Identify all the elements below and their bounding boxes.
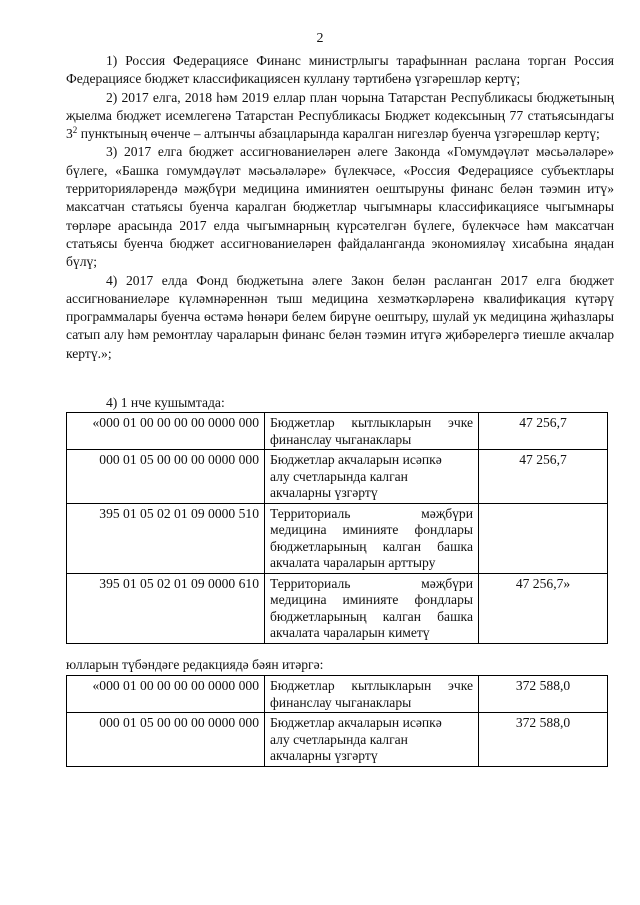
budget-code-cell: «000 01 00 00 00 00 0000 000 xyxy=(67,676,265,713)
section-label: 4) 1 нче кушымтада: xyxy=(106,395,225,410)
paragraph-2-text: 2) 2017 елга, 2018 һәм 2019 еллар план чорына Татарстан Республикасы бюджетының җыелма бюджет исемлегенә Татарстан Республикасы Бюджет кодексының 77 статьясындагы 3 xyxy=(66,89,614,142)
budget-table-original xyxy=(66,412,608,644)
description-line: Территориаль мәҗбүри xyxy=(270,575,473,591)
replacement-label: юлларын түбәндәге редакциядә бәян итәргә: xyxy=(66,657,324,672)
description-cell xyxy=(265,676,479,713)
document-body xyxy=(66,52,614,363)
description-line: финанслау чыганаклары xyxy=(270,431,412,447)
description-cell xyxy=(265,450,479,504)
page-number: 2 xyxy=(316,31,324,46)
amount-cell: 372 588,0 xyxy=(479,713,608,767)
description-line: акчаларны үзгәртү xyxy=(270,485,378,500)
description-line: Бюджетлар акчаларын исәпкә xyxy=(270,715,442,730)
budget-table-replacement xyxy=(66,675,608,767)
amount-cell: 372 588,0 xyxy=(479,676,608,713)
description-line: бюджетларының калган башка xyxy=(270,608,473,624)
description-line: акчаларны үзгәртү xyxy=(270,748,378,763)
description-line: Бюджетлар кытлыкларын эчке xyxy=(270,678,473,693)
description-line: алу счетларында калган xyxy=(270,731,408,747)
table-row xyxy=(67,713,608,767)
budget-code-cell: «000 01 00 00 00 00 0000 000 xyxy=(67,413,265,450)
description-line: Бюджетлар кытлыкларын эчке xyxy=(270,415,473,430)
table-row xyxy=(67,503,608,573)
description-line: медицина иминияте фондлары xyxy=(270,592,473,607)
table-row xyxy=(67,413,608,450)
amount-cell xyxy=(479,503,608,573)
paragraph-4: 4) 2017 елда Фонд бюджетына әлеге Закон белән расланган 2017 елга бюджет ассигнованиеләре күләмнәреннән тыш медицина хезмәткәрләренә квалификация күтәрү программалары буенча өстәмә һөнәри белем бирүне оештыру, шулай ук медицина җиһазлары сатып алу һәм ремонтлау чараларын финанс белән тәэмин итүгә җибәрелергә тиешле акчалар кертү.»; xyxy=(66,272,614,361)
paragraph-1: 1) Россия Федерациясе Финанс министрлыгы тарафыннан раслана торган Россия Федерациясе бюджет классификациясен куллану тәртибенә үзгәрешләр кертү; xyxy=(66,53,614,87)
description-line: акчалата чараларын арттыру xyxy=(270,555,436,570)
budget-code-cell: 395 01 05 02 01 09 0000 510 xyxy=(67,503,265,573)
budget-code-cell: 395 01 05 02 01 09 0000 610 xyxy=(67,573,265,643)
description-line: финанслау чыганаклары xyxy=(270,694,412,710)
amount-cell: 47 256,7 xyxy=(479,450,608,504)
description-line: акчалата чараларын киметү xyxy=(270,625,430,640)
table-row xyxy=(67,450,608,504)
description-line: бюджетларының калган башка xyxy=(270,538,473,554)
paragraph-2 xyxy=(66,89,614,144)
description-cell xyxy=(265,503,479,573)
amount-cell: 47 256,7 xyxy=(479,413,608,450)
description-line: Территориаль мәҗбүри xyxy=(270,505,473,521)
description-line: алу счетларында калган xyxy=(270,468,408,484)
paragraph-2-text-end: пунктының өченче – алтынчы абзацларында каралган нигезләр буенча үзгәрешләр кертү; xyxy=(77,126,600,142)
budget-code-cell: 000 01 05 00 00 00 0000 000 xyxy=(67,450,265,504)
amount-cell: 47 256,7» xyxy=(479,573,608,643)
table-row xyxy=(67,573,608,643)
description-cell xyxy=(265,713,479,767)
paragraph-3: 3) 2017 елга бюджет ассигнованиеләрен әлеге Законда «Гомумдәүләт мәсьәләләре» бүлеге, «Башка гомумдәүләт мәсьәләләре» бүлекчәсе, «Россия Федерациясе субъектлары территорияләрендә мәҗбүри медицина иминиятен оештыруны финанс белән тәэмин итү» максатчан статьясы буенча каралган бюджетлар чыгымнары классификациясе чыгымнары төрләре арасында 2017 елда чыгымнарның күрсәтелгән бүлеге, бүлекчәсе һәм максатчан статьясы буенча бюджет ассигнованиеләрен файдаланганда экономияләү хисабына яңадан бүлү; xyxy=(66,144,614,270)
description-cell xyxy=(265,413,479,450)
description-line: Бюджетлар акчаларын исәпкә xyxy=(270,452,442,467)
budget-code-cell: 000 01 05 00 00 00 0000 000 xyxy=(67,713,265,767)
description-line: медицина иминияте фондлары xyxy=(270,522,473,537)
paragraph-2-superscript: 2 xyxy=(72,125,78,136)
table-row xyxy=(67,676,608,713)
description-cell xyxy=(265,573,479,643)
